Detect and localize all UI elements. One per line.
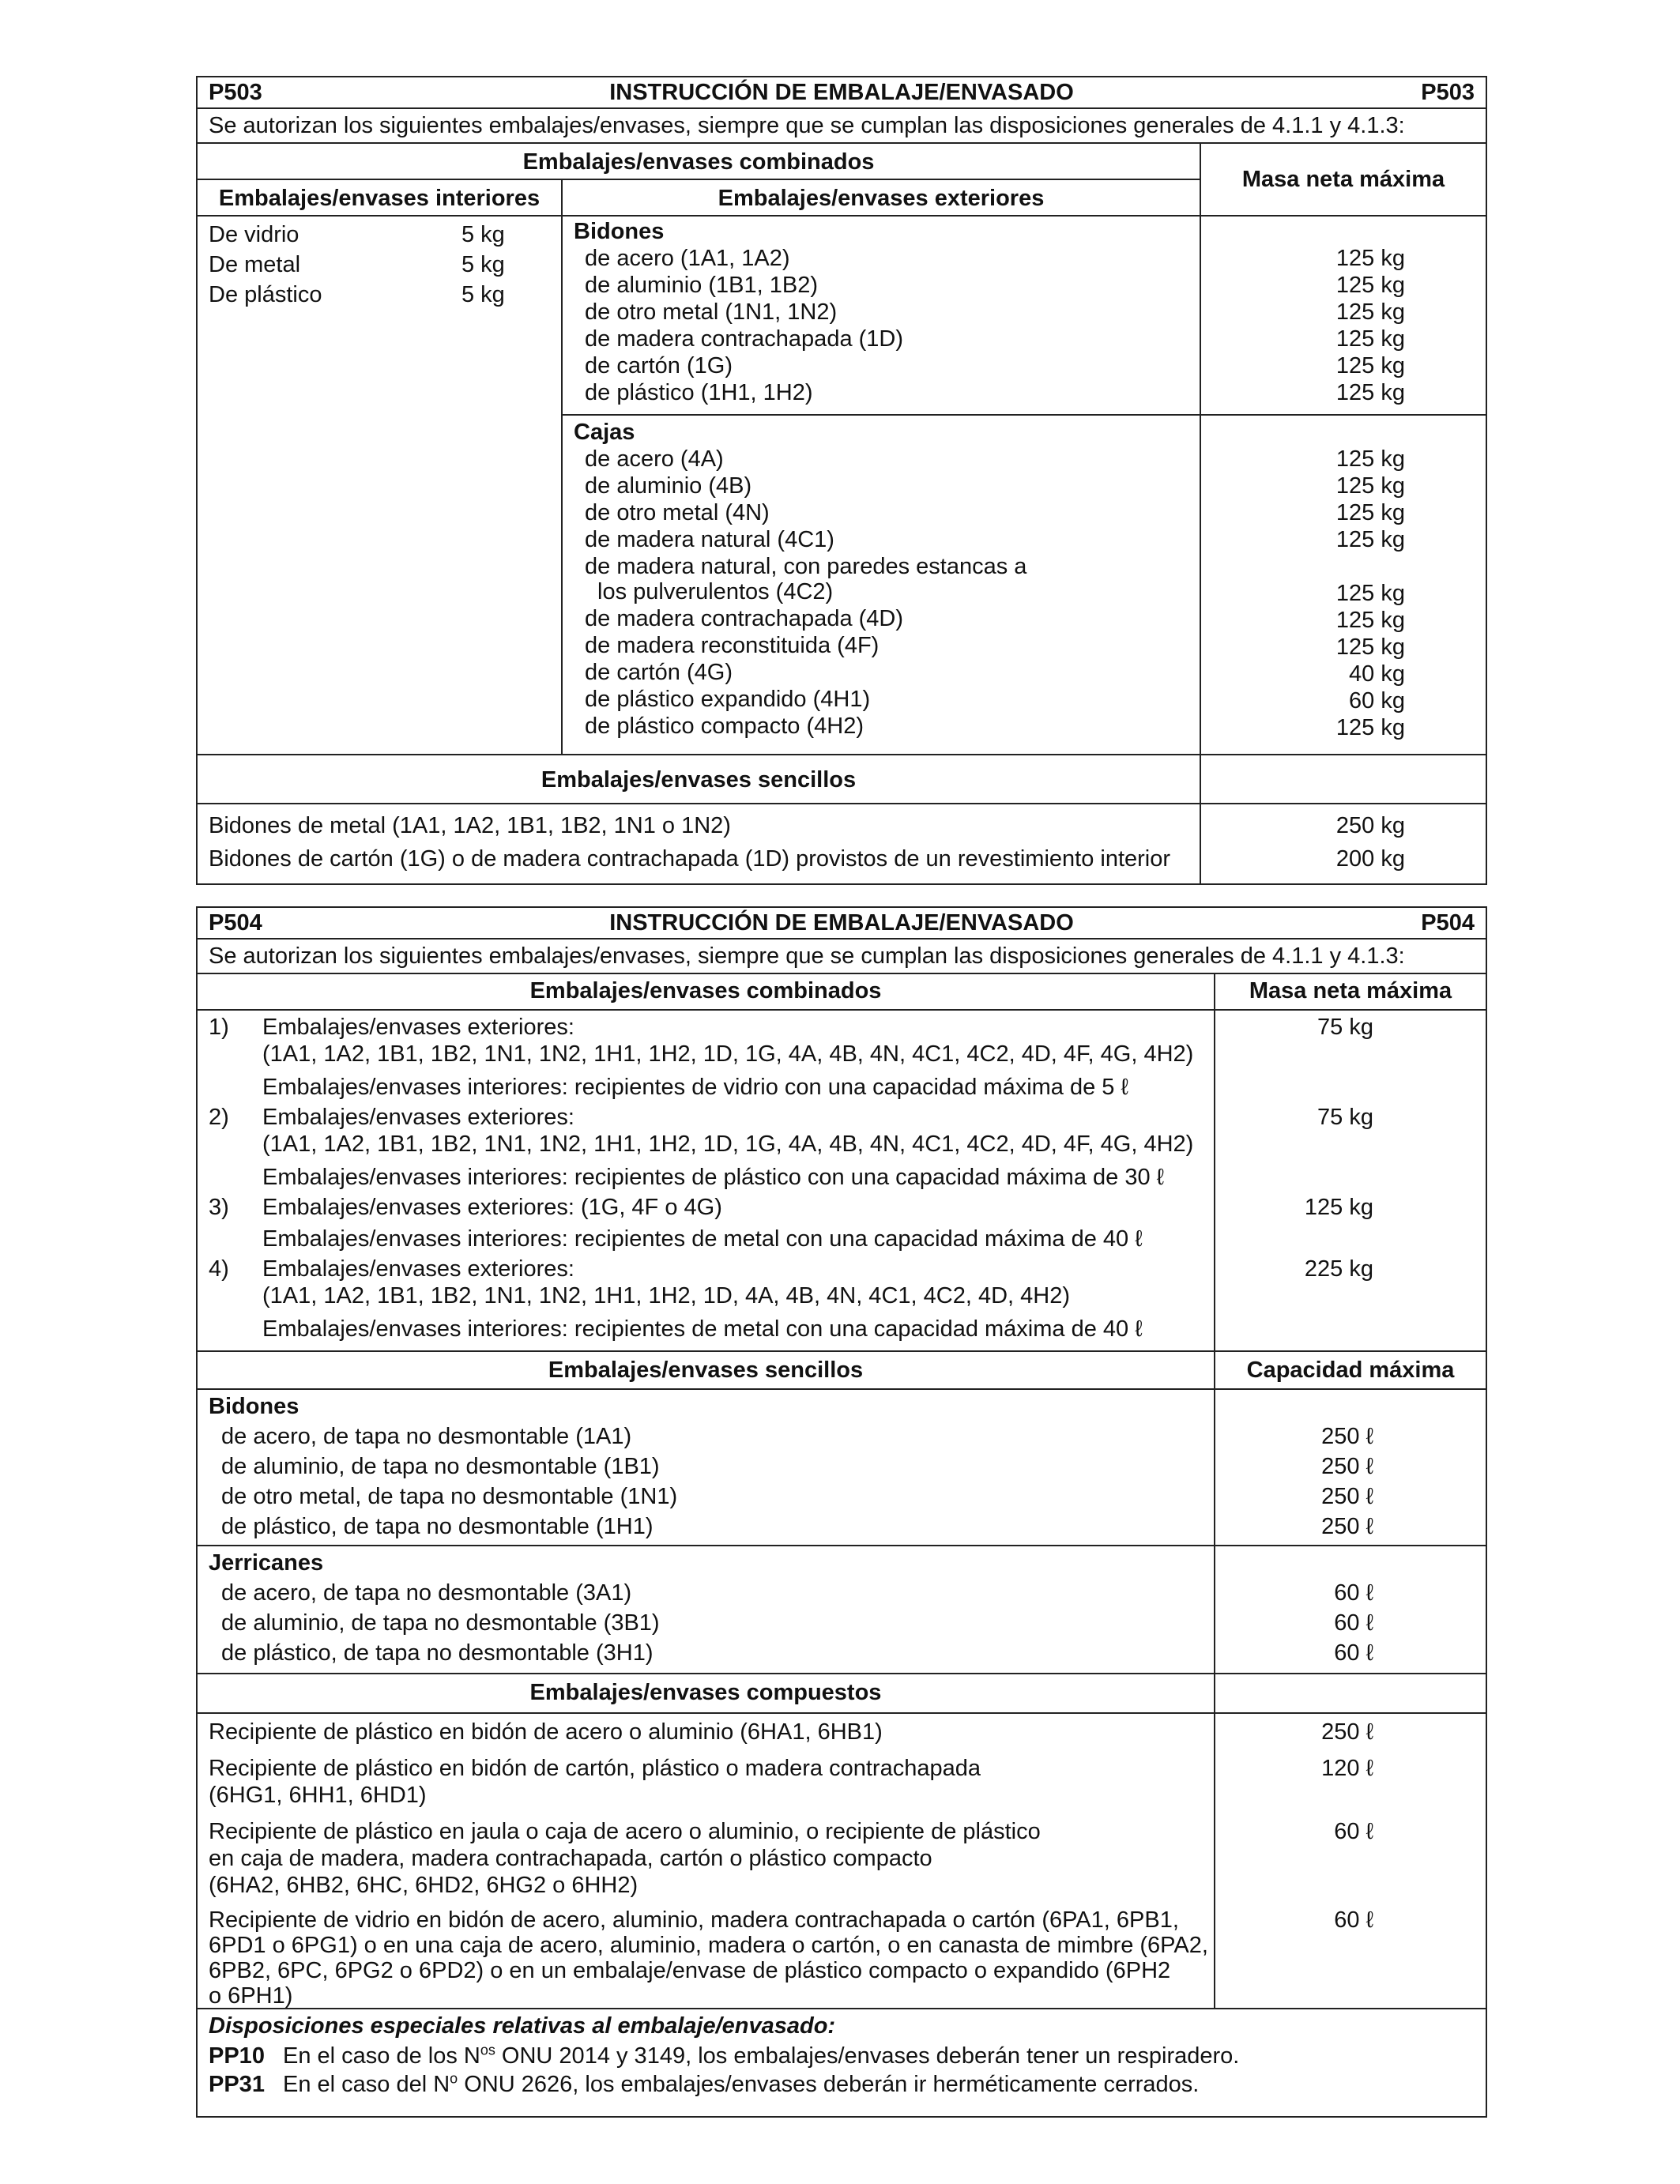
list-item: Recipiente de plástico en jaula o caja de acero o aluminio, o recipiente de plástico — [209, 1819, 1041, 1844]
empty-cell — [1214, 1674, 1486, 1712]
inner-value: 5 kg — [461, 252, 505, 277]
capacity-value: 60 ℓ — [1334, 1610, 1373, 1636]
list-item: Recipiente de plástico en bidón de cartón, plástico o madera contrachapada — [209, 1756, 981, 1781]
provision-code: PP31 — [209, 2072, 265, 2097]
item-number: 3) — [209, 1195, 229, 1220]
list-item: de madera contrachapada (1D) — [585, 326, 904, 352]
capacity-value: 120 ℓ — [1321, 1756, 1373, 1781]
p503-boxes-cell — [561, 416, 1200, 755]
list-item: de otro metal, de tapa no desmontable (1N1) — [221, 1484, 678, 1509]
p503-single-mass-cell — [1200, 804, 1486, 883]
p504-drums-cap-cell — [1214, 1390, 1486, 1545]
outer-codes: (1A1, 1A2, 1B1, 1B2, 1N1, 1N2, 1H1, 1H2, 1D, 4A, 4B, 4N, 4C1, 4C2, 4D, 4H2) — [262, 1283, 1070, 1309]
p504-single-header-row — [198, 1352, 1486, 1390]
p504-composite-body — [198, 1714, 1486, 2009]
p504-capacity-header: Capacidad máxima — [1246, 1357, 1455, 1383]
inner-name: De metal — [209, 252, 301, 277]
p503-inner-header-cell — [198, 180, 561, 217]
list-item: de cartón (1G) — [585, 353, 733, 378]
capacity-value: 250 ℓ — [1321, 1514, 1373, 1539]
capacity-value: 250 ℓ — [1321, 1484, 1373, 1509]
p503-drums-cell — [561, 217, 1200, 416]
list-item: de acero, de tapa no desmontable (3A1) — [221, 1580, 632, 1606]
p503-boxes-mass-cell — [1200, 416, 1486, 755]
mass-value: 225 kg — [1304, 1256, 1373, 1282]
p503-combined-header: Embalajes/envases combinados — [522, 149, 875, 175]
capacity-value: 250 ℓ — [1321, 1719, 1373, 1745]
mass-value: 125 kg — [1335, 527, 1405, 552]
p503-title: INSTRUCCIÓN DE EMBALAJE/ENVASADO — [609, 80, 1074, 105]
list-item: de plástico, de tapa no desmontable (3H1) — [221, 1640, 654, 1666]
p504-composite-header-row — [198, 1674, 1486, 1714]
list-item: Recipiente de vidrio en bidón de acero, aluminio, madera contrachapada o cartón (6PA1, 6PB1, — [209, 1907, 1179, 1933]
p504-code-left: P504 — [209, 910, 262, 936]
capacity-value: 60 ℓ — [1334, 1907, 1373, 1933]
provision-text: En el caso del $N^o$ ONU 2626, los embalajes/envases deberán ir herméticamente cerrados. — [283, 2070, 1200, 2097]
p503-drums-title: Bidones — [574, 219, 665, 244]
p504-mass-header: Masa neta máxima — [1249, 978, 1452, 1004]
list-item: de plástico, de tapa no desmontable (1H1) — [221, 1514, 654, 1539]
list-item: de madera reconstituida (4F) — [585, 633, 880, 658]
list-item: de plástico expandido (4H1) — [585, 687, 871, 712]
p504-mass-header-cell — [1214, 974, 1486, 1009]
mass-value: 40 kg — [1349, 661, 1405, 687]
list-item: de plástico (1H1, 1H2) — [585, 380, 813, 405]
empty-cell — [1200, 755, 1486, 803]
mass-value: 125 kg — [1335, 299, 1405, 325]
list-item: o 6PH1) — [209, 1983, 293, 2009]
p504-title: INSTRUCCIÓN DE EMBALAJE/ENVASADO — [609, 910, 1074, 936]
list-item: de aluminio (4B) — [585, 473, 752, 499]
mass-value: 125 kg — [1335, 326, 1405, 352]
list-item: (6HG1, 6HH1, 6HD1) — [209, 1783, 427, 1808]
p503-code-left: P503 — [209, 80, 262, 105]
p504-intro: Se autorizan los siguientes embalajes/envases, siempre que se cumplan las disposiciones generales de 4.1.1 y 4.1.3: — [209, 943, 1405, 969]
mass-value: 75 kg — [1317, 1015, 1373, 1040]
p504-single-header: Embalajes/envases sencillos — [548, 1357, 864, 1383]
list-item: de aluminio, de tapa no desmontable (1B1) — [221, 1454, 660, 1479]
inner-packaging: Embalajes/envases interiores: recipientes de metal con una capacidad máxima de 40 ℓ — [262, 1316, 1143, 1342]
inner-name: De plástico — [209, 282, 322, 307]
mass-value: 125 kg — [1335, 634, 1405, 660]
p504-combined-mass-cell — [1214, 1011, 1486, 1350]
provision-text: En el caso de los $N^{os}$ ONU 2014 y 3149, los embalajes/envases deberán tener un respiradero. — [283, 2042, 1240, 2069]
list-item: de otro metal (4N) — [585, 500, 770, 525]
mass-value: 250 kg — [1335, 813, 1405, 838]
p504-combined-body — [198, 1011, 1486, 1352]
p504-jerricans-row — [198, 1546, 1486, 1674]
mass-value: 125 kg — [1335, 500, 1405, 525]
p503-table — [196, 76, 1487, 885]
inner-packaging: Embalajes/envases interiores: recipientes de plástico con una capacidad máxima de 30 ℓ — [262, 1165, 1165, 1190]
provision-code: PP10 — [209, 2043, 265, 2069]
p504-capacity-header-cell — [1214, 1352, 1486, 1388]
p504-jerricans-cap-cell — [1214, 1546, 1486, 1673]
p504-composite-cap-cell — [1214, 1714, 1486, 2008]
outer-packaging: Embalajes/envases exteriores: (1G, 4F o 4G) — [262, 1195, 722, 1220]
list-item: en caja de madera, madera contrachapada, cartón o plástico compacto — [209, 1846, 932, 1871]
list-item: los pulverulentos (4C2) — [597, 579, 834, 604]
list-item: de otro metal (1N1, 1N2) — [585, 299, 838, 325]
mass-value: 125 kg — [1335, 581, 1405, 606]
list-item: Bidones de cartón (1G) o de madera contrachapada (1D) provistos de un revestimiento interior — [209, 846, 1171, 872]
list-item: de aluminio, de tapa no desmontable (3B1) — [221, 1610, 660, 1636]
outer-codes: (1A1, 1A2, 1B1, 1B2, 1N1, 1N2, 1H1, 1H2, 1D, 1G, 4A, 4B, 4N, 4C1, 4C2, 4D, 4F, 4G, 4H2) — [262, 1132, 1194, 1157]
list-item: 6PD1 o 6PG1) o en una caja de acero, aluminio, madera o cartón, o en canasta de mimbre (6PA2, — [209, 1933, 1208, 1958]
capacity-value: 250 ℓ — [1321, 1454, 1373, 1479]
p504-jerricans-title: Jerricanes — [209, 1550, 324, 1576]
capacity-value: 250 ℓ — [1321, 1424, 1373, 1449]
outer-packaging: Embalajes/envases exteriores: — [262, 1015, 574, 1040]
p504-title-row — [198, 908, 1486, 939]
outer-codes: (1A1, 1A2, 1B1, 1B2, 1N1, 1N2, 1H1, 1H2, 1D, 1G, 4A, 4B, 4N, 4C1, 4C2, 4D, 4F, 4G, 4H2) — [262, 1041, 1194, 1067]
inner-value: 5 kg — [461, 222, 505, 247]
inner-name: De vidrio — [209, 222, 299, 247]
p503-outer-header-cell — [561, 180, 1200, 217]
p503-single-header-row — [198, 755, 1486, 804]
mass-value: 125 kg — [1335, 246, 1405, 271]
p503-outer-header: Embalajes/envases exteriores — [718, 186, 1045, 211]
item-number: 2) — [209, 1105, 229, 1130]
p504-drums-row — [198, 1390, 1486, 1546]
mass-value: 125 kg — [1335, 715, 1405, 740]
p504-table — [196, 906, 1487, 2118]
mass-value: 125 kg — [1335, 273, 1405, 298]
p504-code-right: P504 — [1421, 910, 1475, 936]
p503-header — [198, 144, 1486, 217]
p504-combined-header: Embalajes/envases combinados — [529, 978, 882, 1004]
list-item: de madera contrachapada (4D) — [585, 606, 904, 631]
list-item: de acero (1A1, 1A2) — [585, 246, 790, 271]
mass-value: 125 kg — [1335, 353, 1405, 378]
capacity-value: 60 ℓ — [1334, 1819, 1373, 1844]
outer-packaging: Embalajes/envases exteriores: — [262, 1256, 574, 1282]
inner-packaging: Embalajes/envases interiores: recipientes de metal con una capacidad máxima de 40 ℓ — [262, 1226, 1143, 1252]
capacity-value: 60 ℓ — [1334, 1640, 1373, 1666]
list-item: 6PB2, 6PC, 6PG2 o 6PD2) o en un embalaje/envase de plástico compacto o expandido (6PH2 — [209, 1958, 1171, 1983]
p504-provisions-title: Disposiciones especiales relativas al embalaje/envasado: — [209, 2013, 836, 2039]
mass-value: 125 kg — [1335, 473, 1405, 499]
p504-provisions — [198, 2009, 1486, 2118]
list-item: de aluminio (1B1, 1B2) — [585, 273, 818, 298]
mass-value: 125 kg — [1335, 608, 1405, 633]
p503-combined-header-cell — [198, 144, 1200, 180]
mass-value: 200 kg — [1335, 846, 1405, 872]
p503-mass-header-cell — [1200, 144, 1486, 217]
mass-value: 125 kg — [1304, 1195, 1373, 1220]
p504-drums-title: Bidones — [209, 1394, 299, 1419]
p504-composite-header: Embalajes/envases compuestos — [529, 1680, 882, 1705]
list-item: (6HA2, 6HB2, 6HC, 6HD2, 6HG2 o 6HH2) — [209, 1873, 638, 1898]
list-item: Recipiente de plástico en bidón de acero o aluminio (6HA1, 6HB1) — [209, 1719, 883, 1745]
p503-single-header: Embalajes/envases sencillos — [541, 767, 857, 793]
inner-value: 5 kg — [461, 282, 505, 307]
mass-value: 60 kg — [1349, 688, 1405, 714]
list-item: de cartón (4G) — [585, 660, 733, 685]
p503-title-row — [198, 77, 1486, 109]
p503-intro-row — [198, 109, 1486, 144]
mass-value: 125 kg — [1335, 380, 1405, 405]
list-item: de madera natural (4C1) — [585, 527, 834, 552]
list-item: de acero, de tapa no desmontable (1A1) — [221, 1424, 632, 1449]
p504-intro-row — [198, 939, 1486, 974]
mass-value: 125 kg — [1335, 446, 1405, 472]
list-item: de plástico compacto (4H2) — [585, 714, 864, 739]
item-number: 4) — [209, 1256, 229, 1282]
p503-drums-mass-cell — [1200, 217, 1486, 416]
mass-value: 75 kg — [1317, 1105, 1373, 1130]
outer-packaging: Embalajes/envases exteriores: — [262, 1105, 574, 1130]
p503-mass-header: Masa neta máxima — [1241, 167, 1445, 192]
p503-inner-column — [198, 217, 561, 755]
p503-inner-header: Embalajes/envases interiores — [218, 186, 541, 211]
item-number: 1) — [209, 1015, 229, 1040]
p504-combined-header-row — [198, 974, 1486, 1011]
list-item: de madera natural, con paredes estancas a — [585, 554, 1027, 579]
inner-packaging: Embalajes/envases interiores: recipientes de vidrio con una capacidad máxima de 5 ℓ — [262, 1075, 1128, 1100]
p503-boxes-title: Cajas — [574, 420, 635, 445]
p503-intro: Se autorizan los siguientes embalajes/envases, siempre que se cumplan las disposiciones generales de 4.1.1 y 4.1.3: — [209, 113, 1405, 138]
capacity-value: 60 ℓ — [1334, 1580, 1373, 1606]
list-item: Bidones de metal (1A1, 1A2, 1B1, 1B2, 1N1 o 1N2) — [209, 813, 731, 838]
p503-single-rows — [198, 804, 1486, 883]
list-item: de acero (4A) — [585, 446, 724, 472]
p503-code-right: P503 — [1421, 80, 1475, 105]
